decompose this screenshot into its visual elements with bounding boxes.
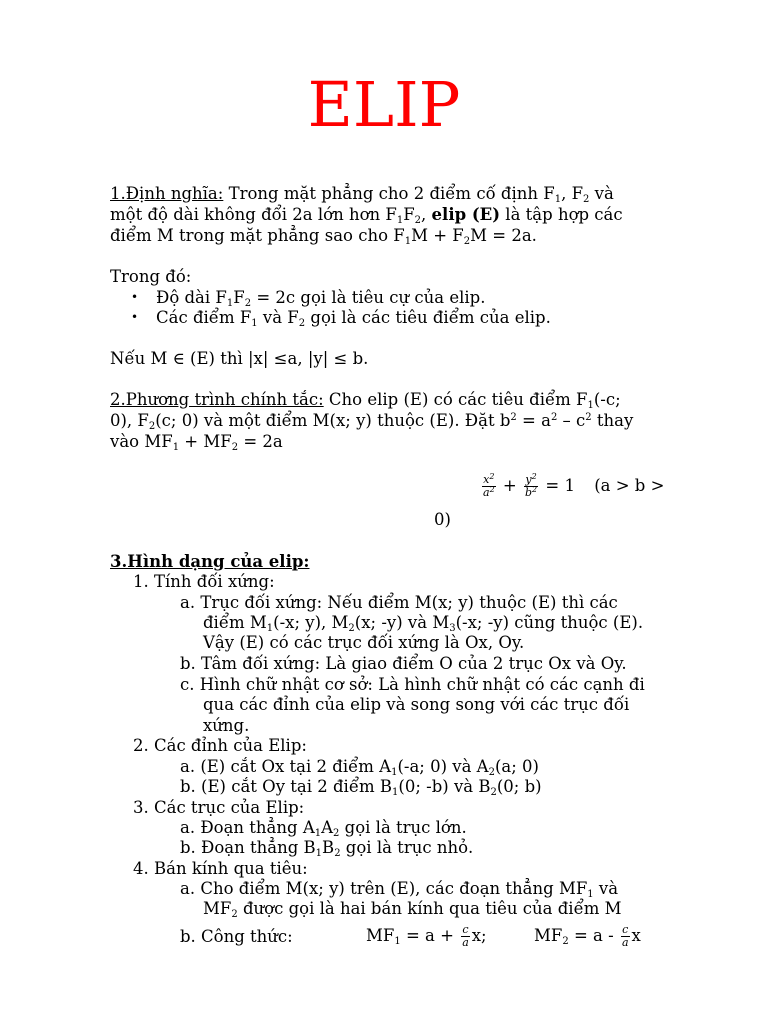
list-item-focal-radius: 4. Bán kính qua tiêu:	[133, 859, 308, 878]
formula-mf2: $MF_2 = a$ - $\frac{c}{a}$ x	[534, 923, 641, 949]
sec2-heading: 2.Phương trình chính tắc:	[110, 390, 324, 409]
sec1-line3: điểm M trong mặt phẳng sao cho $F_1M + F_2M = 2a$.	[110, 226, 537, 247]
list-item-axis: a. Trục đối xứng: Nếu điểm M(x; y) thuộc (E) thì các	[180, 593, 618, 612]
list-item-center: b. Tâm đối xứng: Là giao điểm O của 2 trục Ox và Oy.	[180, 654, 627, 673]
formula-label: b. Công thức:	[180, 927, 293, 946]
list-item-vertices: 2. Các đỉnh của Elip:	[133, 736, 307, 755]
list-item-rectangle-cont: qua các đỉnh của elip và song song với các trục đối	[203, 695, 630, 714]
list-item-rectangle: c. Hình chữ nhật cơ sở: Là hình chữ nhật có các cạnh đi	[180, 675, 645, 694]
equation-condition-end: 0)	[434, 510, 451, 529]
fraction-y2-b2: $\frac{y^2}{b^2}$	[524, 472, 538, 499]
elip-term: elip (E)	[431, 205, 501, 224]
list-item-axis-cont2: Vậy (E) có các trục đối xứng là Ox, Oy.	[203, 633, 525, 652]
sec2-line3: vào $MF_1 + MF_2 = 2a$	[110, 432, 283, 453]
bullet-item-2: Các điểm $F_1$ và $F_2$ gọi là các tiêu điểm của elip.	[156, 308, 551, 329]
list-item-rectangle-cont2: xứng.	[203, 716, 250, 735]
list-item-axis-cont: điểm $M_1(-x$; y), $M_2(x$; -y) và $M_3(-x$; -y) cũng thuộc (E).	[203, 613, 644, 634]
formula-mf1: $MF_1 = a$ + $\frac{c}{a}$ x;	[366, 923, 487, 949]
list-item-symmetry: 1. Tính đối xứng:	[133, 572, 275, 591]
sec2-line1: 2.Phương trình chính tắc: Cho elip (E) có các tiêu điểm $F_1(-c$;	[110, 390, 621, 411]
list-item-minor-axis: b. Đoạn thẳng $B_1B_2$ gọi là trục nhỏ.	[180, 838, 474, 859]
list-item-major-axis: a. Đoạn thẳng $A_1A_2$ gọi là trục lớn.	[180, 818, 467, 839]
fraction-c-a: $\frac{c}{a}$	[462, 923, 469, 949]
trong-do-label: Trong đó:	[110, 267, 192, 286]
sec1-line2: một độ dài không đổi 2a lớn hơn $F_1F_2$, elip (E) là tập hợp các	[110, 205, 623, 226]
fraction-c-a: $\frac{c}{a}$	[621, 923, 629, 949]
list-item-vertices-b: b. (E) cắt Oy tại 2 điểm $B_1(0$; -b) và $B_2(0$; b)	[180, 777, 542, 798]
page-title: ELIP	[307, 68, 461, 141]
list-item-focal-radius-a: a. Cho điểm M(x; y) trên (E), các đoạn thẳng $MF_1$ và	[180, 879, 619, 900]
list-item-focal-radius-a-cont: $MF_2$ được gọi là hai bán kính qua tiêu của điểm M	[203, 899, 622, 920]
sec2-line2: 0), $F_2(c$; 0) và một điểm M(x; y) thuộc (E). Đặt $b^2 = a^2 - c^2$ thay	[110, 411, 634, 432]
sec1-line1: 1.Định nghĩa: Trong mặt phẳng cho 2 điểm cố định $F_1$, $F_2$ và	[110, 184, 614, 205]
sec1-heading: 1.Định nghĩa:	[110, 184, 224, 203]
fraction-x2-a2: $\frac{x^2}{a^2}$	[483, 472, 495, 499]
bullet-item-1: Độ dài $F_1F_2 = 2c$ gọi là tiêu cự của elip.	[156, 288, 486, 309]
list-item-axes: 3. Các trục của Elip:	[133, 798, 305, 817]
canonical-equation: $\frac{x^2}{a^2}$ + $\frac{y^2}{b^2}$ = 1 (a > b >	[483, 472, 665, 499]
bounds-statement: Nếu M ∈ (E) thì |x| ≤a, |y| ≤ b.	[110, 349, 369, 368]
sec3-heading: 3.Hình dạng của elip:	[110, 552, 310, 571]
bullet-icon: •	[131, 290, 139, 304]
bullet-icon: •	[131, 310, 139, 324]
list-item-vertices-a: a. (E) cắt Ox tại 2 điểm $A_1(-a$; 0) và $A_2(a$; 0)	[180, 757, 539, 778]
